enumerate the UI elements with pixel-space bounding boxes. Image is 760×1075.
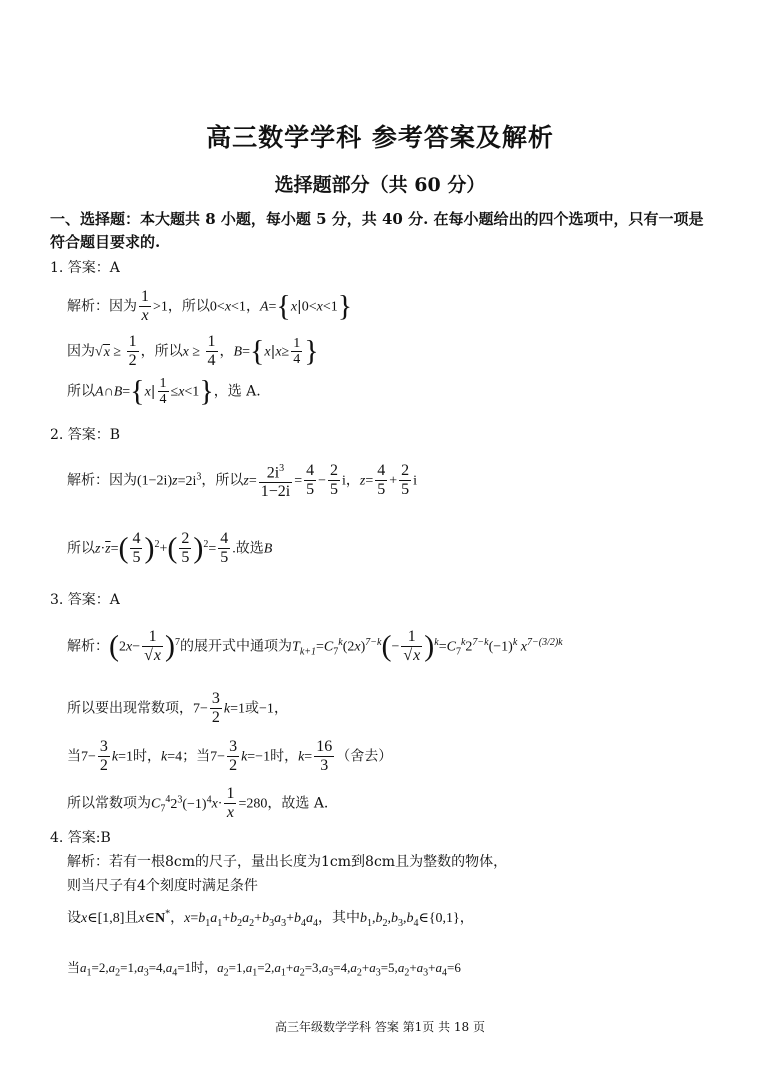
q1-solution-line-1: 解析：因为 $\frac{1}{x}$ >1，所以0<x<1，A={x|0<x<1} xyxy=(67,288,353,324)
q3-line2-lead: 所以要出现常数项， xyxy=(67,700,193,717)
answer-4: 4. 答案:B xyxy=(50,830,111,846)
page-title: 高三数学学科 参考答案及解析 xyxy=(206,123,554,152)
q3-solution-line-4: 所以常数项为$C_7^42^3(-1)^4x\cdot$ $\frac{1}{x}$ =280，故选 A. xyxy=(67,785,329,821)
q1-conclusion: 选 A. xyxy=(227,383,261,400)
page-footer: 高三年级数学学科 答案 第1页 共 18 页 xyxy=(275,1020,485,1034)
q4-solution-line-4: 当$a_1=2,a_2=1,a_3=4,a_4=1$时，$a_2=1,a_1=2,a_1+a_2=3,a_3=4,a_2+a_3=5,a_2+a_3+a_4=6$ xyxy=(67,960,461,979)
section-subtitle: 选择题部分（共 60 分） xyxy=(274,174,486,196)
q2-lead: 解析：因为 xyxy=(67,472,137,489)
q4-solution-line-1: 解析：若有一根8cm的尺子，量出长度为1cm到8cm且为整数的物体， xyxy=(67,854,508,870)
q3-solution-line-1: 解析：(2x− $\frac{1}{√x}$ )$^7$的展开式中通项为$T_{k+1}=C_7^k(2x)^{7-k}(-$ $\frac{1}{√x}$ )$^k=C_7^k2^{7-k}(-1)^k$ $x^{7-(3/2)k}$ xyxy=(67,628,563,664)
q3-conclusion: 故选 A. xyxy=(281,795,329,812)
q3-solution-line-3: 当7− $\frac{3}{2}$ k=1时，k=4；当7− $\frac{3}{2}$ k=−1时，k= $\frac{16}{3}$ （舍去） xyxy=(67,738,393,774)
q4-solution-line-3: 设x∈[1,8]且x∈N*，$x=b_1a_1+b_2a_2+b_3a_3+b_4a_4$，其中$b_1,b_2,b_3,b_4\in\{0,1\}$， xyxy=(67,908,474,929)
section-instructions: 一、选择题：本大题共 8 小题，每小题 5 分，共 40 分. 在每小题给出的四个选项中，只有一项是符合题目要求的. xyxy=(50,210,704,251)
q2-conclusion: 故选 xyxy=(235,540,264,557)
q3-solution-line-2: 所以要出现常数项，7− $\frac{3}{2}$ k=1或−1， xyxy=(67,690,288,726)
answer-1: 1. 答案：A xyxy=(50,260,120,276)
q1-lead: 解析：因为 xyxy=(67,298,137,315)
q1-solution-line-3: 所以A∩B={x| $\frac{1}{4}$ ≤x<1}，选 A. xyxy=(67,374,261,408)
q1-solution-line-2: 因为√x ≥ $\frac{1}{2}$ ，所以x ≥ $\frac{1}{4}$ ，B={x|x≥ $\frac{1}{4}$ } xyxy=(67,333,319,369)
answer-3: 3. 答案：A xyxy=(50,592,120,608)
q2-solution-line-2: 所以$z\cdot\overline{z}=$( $\frac{4}{5}$ )$^2$+( $\frac{2}{5}$ )$^2$= $\frac{4}{5}$ .故选B xyxy=(67,530,273,566)
q3-general-term-text: 的展开式中通项为 xyxy=(180,638,293,655)
q4-solution-line-2: 则当尺子有4个刻度时满足条件 xyxy=(67,878,258,894)
q3-discard-note: 舍去 xyxy=(350,748,379,765)
answer-2: 2. 答案：B xyxy=(50,427,121,443)
q2-solution-line-1: 解析：因为$(1-2i)z=2i^3$，所以z= $\frac{2i^3}{1-2i}$ = $\frac{4}{5}$ − $\frac{2}{5}$ i，z= $\frac{4}{5}$ + $\frac{2}{5}$ i xyxy=(67,460,417,501)
